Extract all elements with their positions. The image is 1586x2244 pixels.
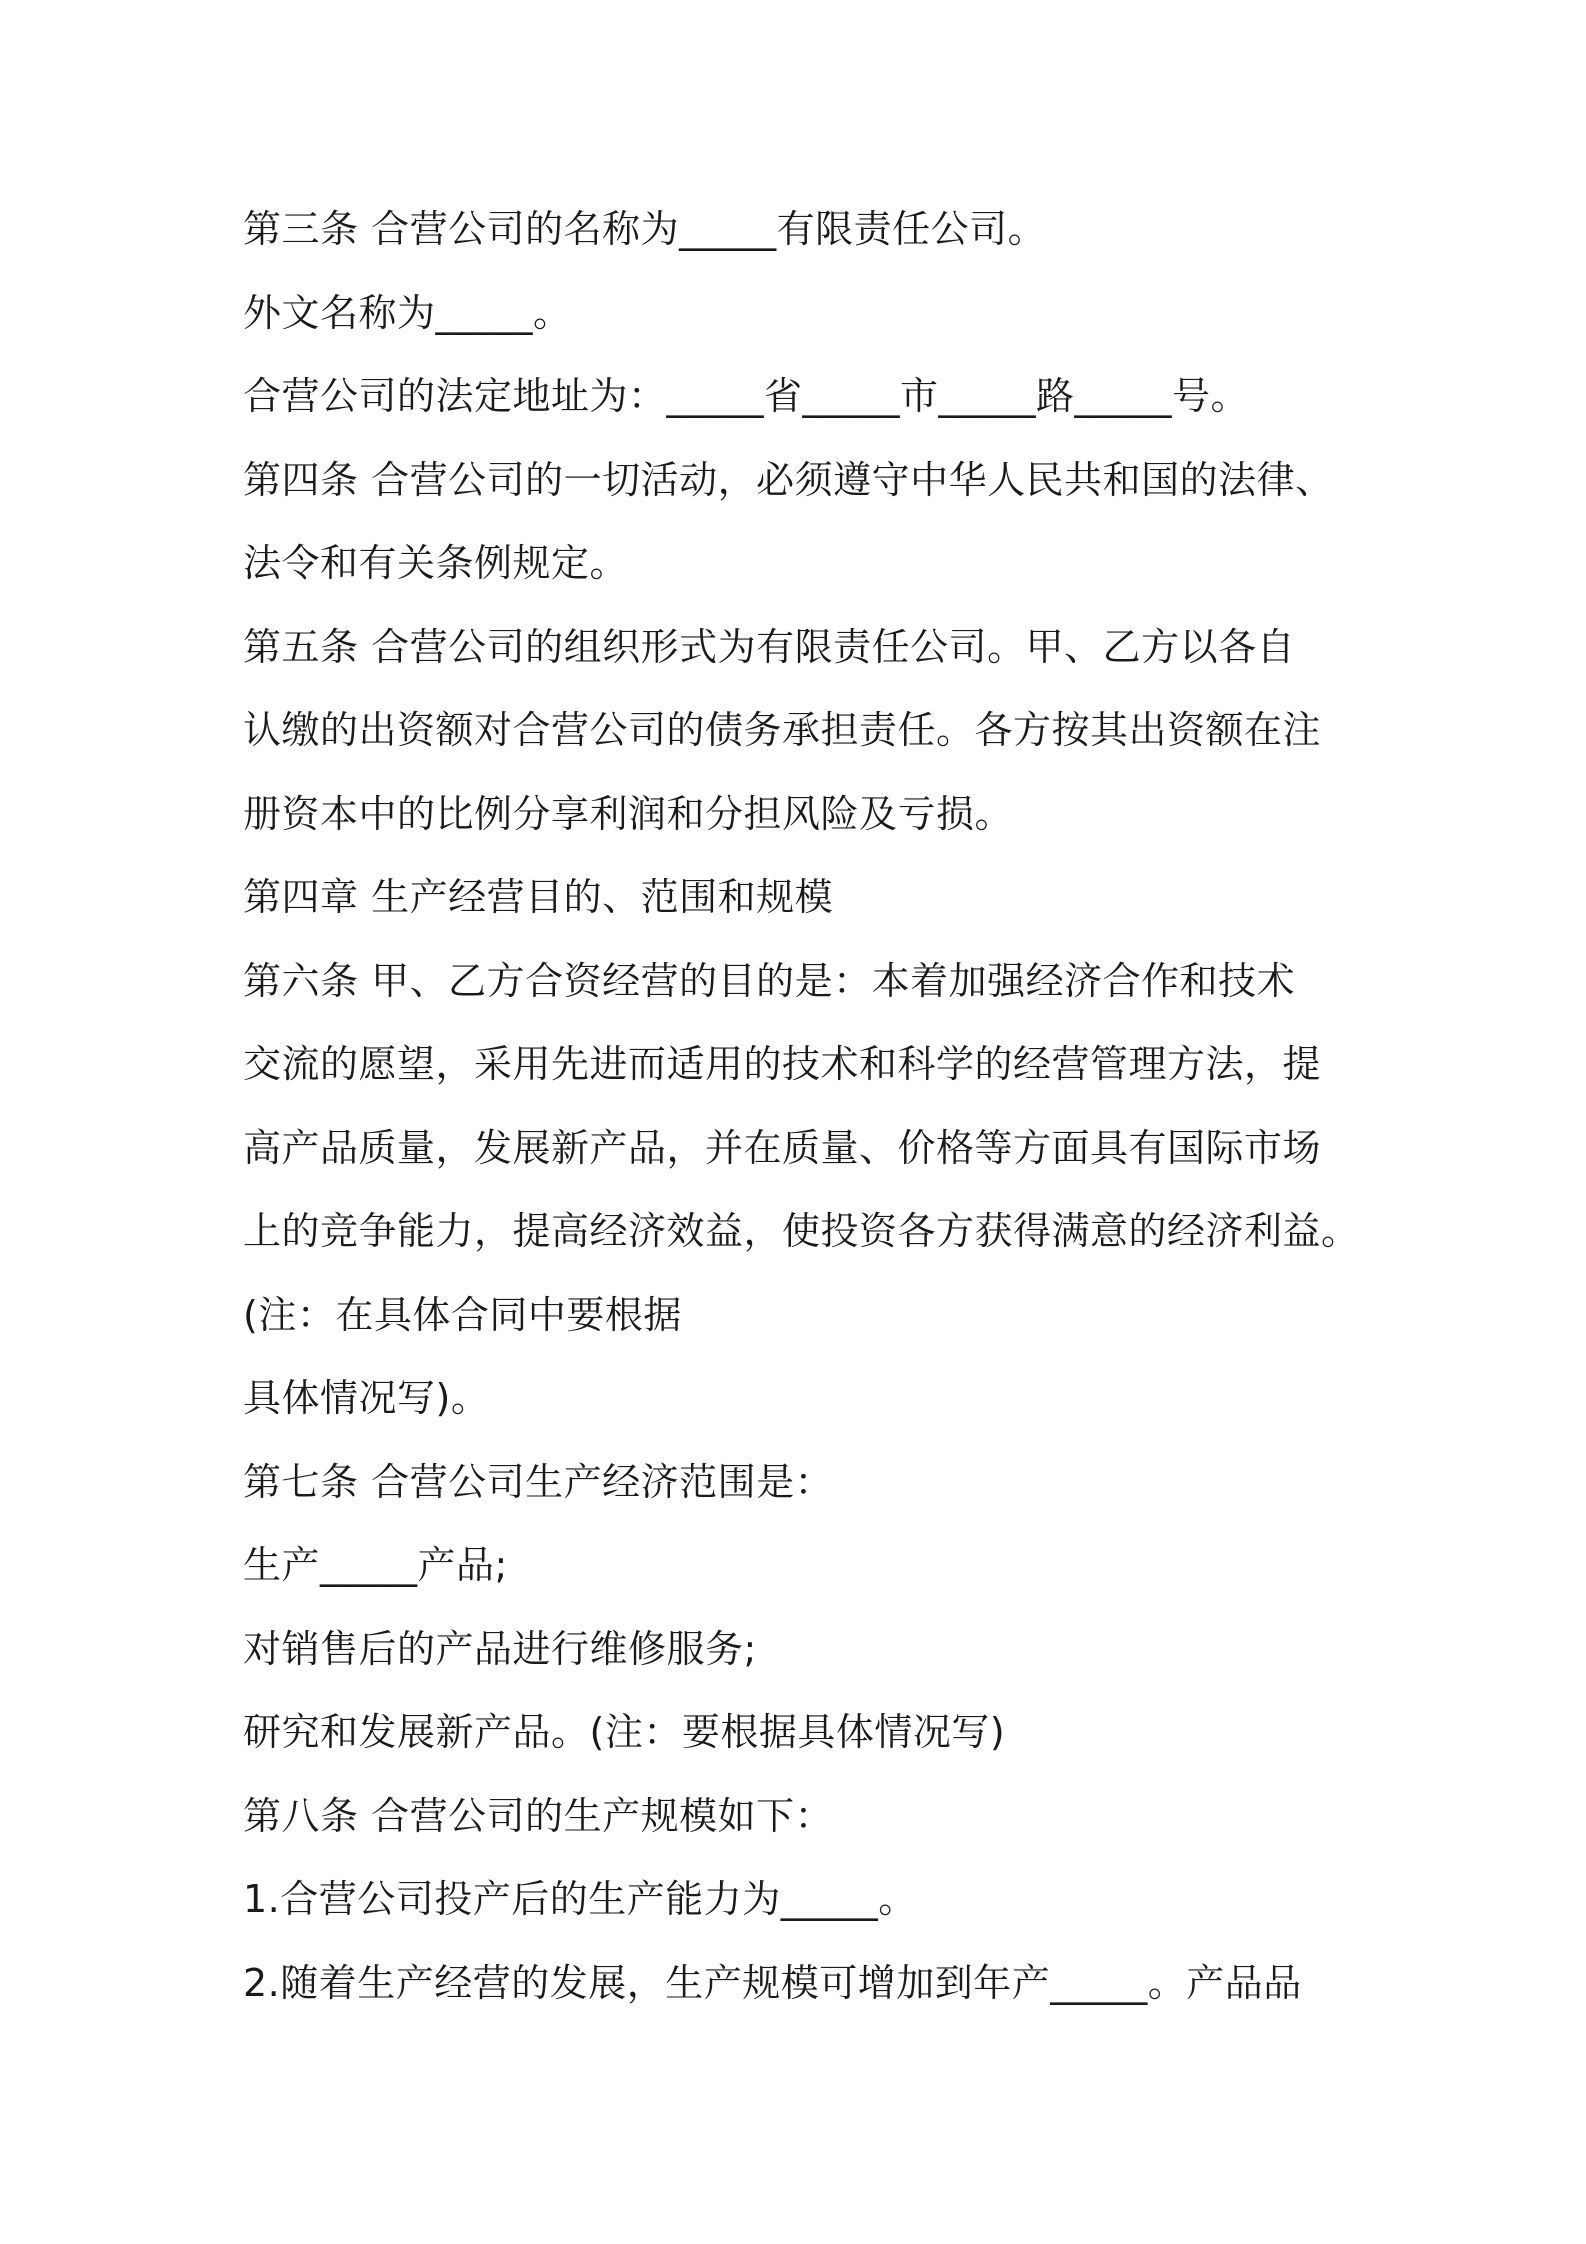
text-line: 第七条 合营公司生产经济范围是：: [243, 1460, 834, 1504]
text-line: (注：在具体合同中要根据: [243, 1293, 682, 1337]
text-line: 第三条 合营公司的名称为_____有限责任公司。: [243, 207, 1047, 251]
text-line: 第五条 合营公司的组织形式为有限责任公司。甲、乙方以各自: [243, 625, 1296, 669]
text-line: 认缴的出资额对合营公司的债务承担责任。各方按其出资额在注: [243, 708, 1322, 752]
text-line: 第八条 合营公司的生产规模如下：: [243, 1794, 834, 1838]
text-line: 法令和有关条例规定。: [243, 541, 629, 585]
text-line: 上的竞争能力，提高经济效益，使投资各方获得满意的经济利益。: [243, 1209, 1360, 1253]
text-line: 具体情况写)。: [243, 1376, 490, 1420]
text-line: 研究和发展新产品。(注：要根据具体情况写): [243, 1710, 1006, 1754]
text-line: 外文名称为_____。: [243, 291, 572, 335]
text-line: 合营公司的法定地址为：_____省_____市_____路_____号。: [243, 374, 1250, 418]
text-line: 册资本中的比例分享利润和分担风险及亏损。: [243, 792, 1014, 836]
text-line: 生产_____产品;: [243, 1543, 508, 1587]
text-line: 1.合营公司投产后的生产能力为_____。: [243, 1877, 917, 1921]
text-line: 交流的愿望，采用先进而适用的技术和科学的经营管理方法，提: [243, 1042, 1322, 1086]
text-line: 2.随着生产经营的发展，生产规模可增加到年产_____。产品品: [243, 1961, 1302, 2005]
text-line: 第六条 甲、乙方合资经营的目的是：本着加强经济合作和技术: [243, 959, 1296, 1003]
text-line: 第四条 合营公司的一切活动，必须遵守中华人民共和国的法律、: [243, 458, 1334, 502]
text-line: 高产品质量，发展新产品，并在质量、价格等方面具有国际市场: [243, 1126, 1322, 1170]
chapter-heading: 第四章 生产经营目的、范围和规模: [243, 875, 834, 919]
text-line: 对销售后的产品进行维修服务;: [243, 1627, 757, 1671]
